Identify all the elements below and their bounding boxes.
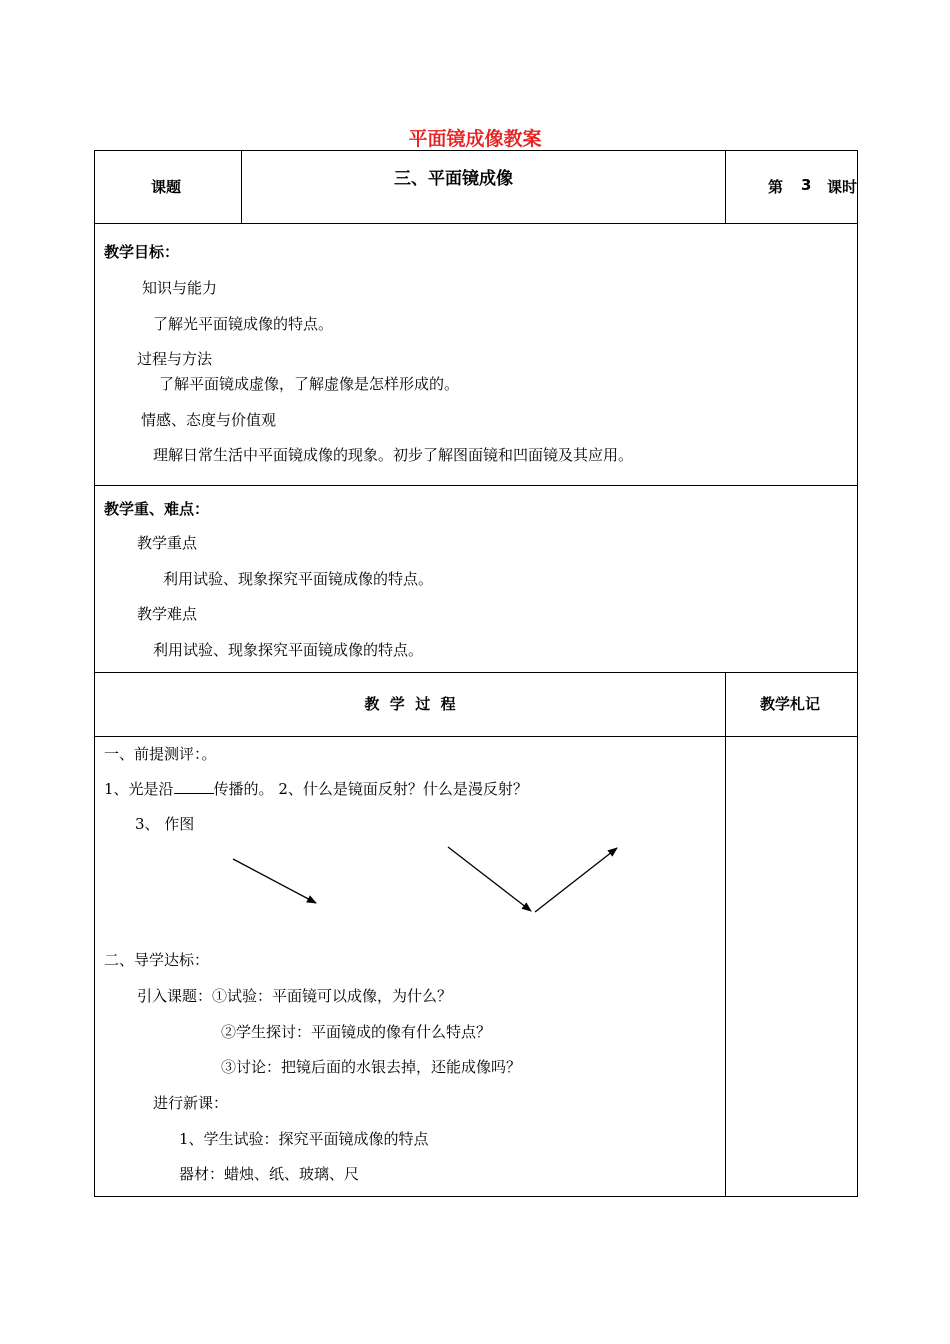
key-point-line: 教学难点 (137, 605, 198, 623)
period-number: 3 (801, 176, 812, 194)
incident-ray-arrow (233, 859, 316, 903)
process-body-row (95, 737, 858, 1197)
key-points-heading: 教学重、难点： (104, 500, 210, 518)
notes-heading: 教学札记 (760, 695, 821, 713)
objective-line: 知识与能力 (142, 279, 218, 297)
key-point-line: 教学重点 (137, 534, 198, 552)
process-line: ③讨论：把镜后面的水银去掉，还能成像吗？ (221, 1058, 522, 1076)
key-points-cell (95, 486, 858, 673)
process-content-cell (95, 737, 726, 1197)
objective-line: 了解光平面镜成像的特点。 (153, 315, 334, 333)
process-line: 一、前提测评：。 (104, 745, 217, 763)
key-points-row (95, 486, 858, 673)
objectives-row (95, 224, 858, 486)
period-suffix: 课时 (827, 178, 858, 196)
process-line: ②学生探讨：平面镜成的像有什么特点？ (221, 1023, 492, 1041)
incident-ray-arrow (448, 847, 531, 911)
process-line: 二、导学达标： (104, 951, 210, 969)
topic-value-cell (242, 151, 726, 224)
topic-label: 课题 (151, 178, 182, 196)
process-line-part: 传播的。 2、什么是镜面反射？什么是漫反射？ (213, 780, 528, 798)
process-line: 进行新课： (153, 1094, 229, 1112)
key-point-line: 利用试验、现象探究平面镜成像的特点。 (153, 641, 424, 659)
process-line: 引入课题：①试验：平面镜可以成像，为什么？ (137, 987, 453, 1005)
objectives-heading: 教学目标： (104, 243, 180, 261)
objective-line: 过程与方法 (137, 350, 213, 368)
period-cell (726, 151, 858, 224)
process-line: 1、学生试验：探究平面镜成像的特点 (179, 1130, 429, 1148)
objective-line: 理解日常生活中平面镜成像的现象。初步了解图面镜和凹面镜及其应用。 (153, 446, 634, 464)
reflected-ray-arrow (535, 848, 617, 912)
process-header-row (95, 673, 858, 737)
notes-cell (726, 737, 858, 1197)
document-title: 平面镜成像教案 (408, 128, 542, 150)
objective-line: 了解平面镜成虚像，了解虚像是怎样形成的。 (159, 375, 460, 393)
process-line: 3、 作图 (135, 815, 195, 833)
header-row (95, 151, 858, 224)
lesson-plan-table (94, 150, 858, 1197)
period-prefix: 第 (768, 178, 784, 196)
process-line-part: 1、光是沿 (104, 780, 174, 798)
topic-label-cell (95, 151, 242, 224)
objective-line: 情感、态度与价值观 (141, 411, 277, 429)
notes-heading-cell (726, 673, 858, 737)
objectives-cell (95, 224, 858, 486)
process-heading: 教 学 过 程 (364, 695, 456, 713)
process-heading-cell (95, 673, 726, 737)
process-line: 器材：蜡烛、纸、玻璃、尺 (179, 1165, 360, 1183)
topic-value: 三、平面镜成像 (394, 169, 513, 189)
key-point-line: 利用试验、现象探究平面镜成像的特点。 (163, 570, 434, 588)
